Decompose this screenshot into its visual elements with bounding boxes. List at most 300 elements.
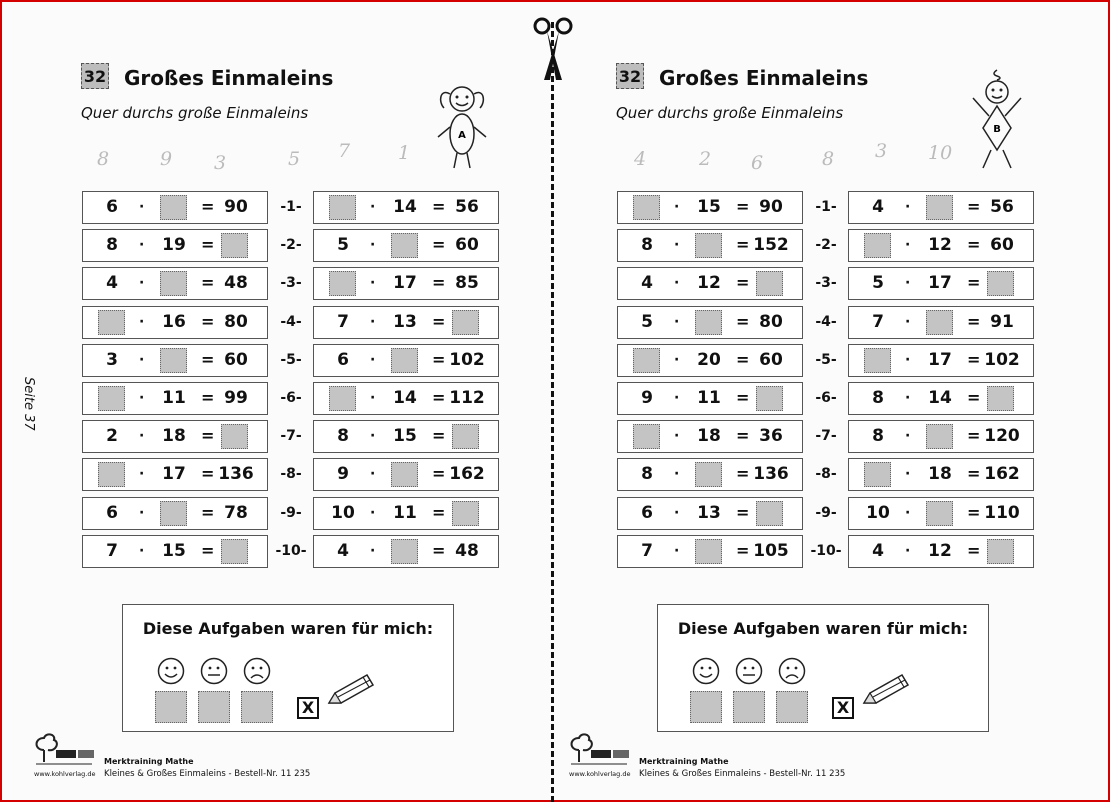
equals-sign: = <box>432 388 446 407</box>
equation-row <box>848 306 1034 339</box>
equals-sign: = <box>201 311 215 331</box>
times-sign: · <box>370 313 376 330</box>
product: 136 <box>218 464 254 485</box>
product: 48 <box>455 540 479 561</box>
answer-box[interactable] <box>756 386 783 411</box>
equation-row <box>617 420 803 453</box>
self-assessment-box <box>122 604 454 732</box>
neutral-icon <box>200 657 228 685</box>
page-subtitle: Quer durchs große Einmaleins <box>81 104 309 122</box>
answer-box[interactable] <box>633 424 660 449</box>
times-sign: · <box>905 351 911 368</box>
answer-box[interactable] <box>695 539 722 564</box>
equals-sign: = <box>736 235 750 255</box>
equals-sign: = <box>432 197 446 216</box>
answer-box[interactable] <box>160 195 187 220</box>
times-sign: · <box>905 428 911 445</box>
publisher-url: www.kohlverlag.de <box>34 770 96 778</box>
smile-icon <box>692 657 720 685</box>
equation-row <box>82 535 268 568</box>
equation-row <box>848 382 1034 415</box>
times-sign: · <box>674 428 680 445</box>
answer-box[interactable] <box>864 233 891 258</box>
girl-figure-icon <box>432 82 490 172</box>
equals-sign: = <box>432 273 446 293</box>
operand-a: 4 <box>337 540 349 561</box>
page-title: Großes Einmaleins <box>124 66 334 90</box>
operand-b: 12 <box>928 235 952 256</box>
smile-icon <box>157 657 185 685</box>
operand-b: 17 <box>393 273 417 294</box>
exercise-number-badge: 32 <box>81 63 109 89</box>
answer-box[interactable] <box>391 233 418 258</box>
product: 80 <box>759 311 783 332</box>
product: 105 <box>753 540 789 561</box>
operand-a: 2 <box>106 426 118 447</box>
times-sign: · <box>905 390 911 406</box>
operand-b: 14 <box>393 197 417 217</box>
equals-sign: = <box>432 540 446 560</box>
answer-box[interactable] <box>633 348 660 373</box>
answer-box[interactable] <box>987 386 1014 411</box>
equation-row <box>313 229 499 262</box>
product: 99 <box>224 388 248 408</box>
operand-b: 11 <box>393 502 417 523</box>
answer-box[interactable] <box>926 501 953 526</box>
equation-row <box>617 382 803 415</box>
product: 48 <box>224 273 248 294</box>
product: 162 <box>449 464 485 485</box>
row-number: -6- <box>280 390 302 406</box>
figure-letter: A <box>458 130 466 141</box>
answer-box[interactable] <box>329 195 356 220</box>
answer-box[interactable] <box>391 462 418 487</box>
faded-digit: 2 <box>699 148 712 170</box>
faded-digit: 3 <box>875 140 888 162</box>
equals-sign: = <box>736 502 750 522</box>
product: 60 <box>990 235 1014 256</box>
operand-a: 5 <box>641 311 653 332</box>
row-number: -2- <box>815 237 837 254</box>
operand-a: 7 <box>106 540 118 561</box>
product: 152 <box>753 235 789 256</box>
times-sign: · <box>905 313 911 330</box>
product: 120 <box>984 426 1020 447</box>
equals-sign: = <box>967 426 981 446</box>
worksheet-page-a <box>2 2 542 800</box>
footer-series: Merktraining Mathe <box>639 757 729 766</box>
product: 60 <box>455 235 479 256</box>
times-sign: · <box>370 351 376 368</box>
operand-a: 8 <box>641 464 653 485</box>
times-sign: · <box>139 351 145 368</box>
product: 85 <box>455 273 479 294</box>
operand-a: 3 <box>106 349 118 370</box>
operand-a: 6 <box>337 349 349 370</box>
operand-a: 7 <box>337 311 349 332</box>
operand-a: 10 <box>331 502 355 523</box>
operand-b: 19 <box>162 235 186 256</box>
equation-row <box>848 420 1034 453</box>
faded-digit: 9 <box>160 148 173 170</box>
answer-box[interactable] <box>98 310 125 335</box>
equation-row <box>617 267 803 300</box>
operand-b: 18 <box>697 426 721 447</box>
footer-series: Merktraining Mathe <box>104 757 194 766</box>
equals-sign: = <box>736 197 750 216</box>
answer-box[interactable] <box>695 233 722 258</box>
page-subtitle: Quer durchs große Einmaleins <box>616 104 844 122</box>
equals-sign: = <box>201 388 215 407</box>
product: 102 <box>984 349 1020 370</box>
times-sign: · <box>674 199 680 215</box>
worksheet-page-b <box>537 2 1077 800</box>
equation-row <box>848 229 1034 262</box>
times-sign: · <box>674 542 680 559</box>
equation-row <box>313 497 499 530</box>
row-number: -1- <box>815 199 837 215</box>
tree-logo-icon <box>567 732 633 774</box>
answer-box[interactable] <box>221 539 248 564</box>
equals-sign: = <box>201 502 215 522</box>
operand-a: 4 <box>872 540 884 561</box>
rating-box-bad[interactable] <box>776 691 808 723</box>
operand-b: 15 <box>162 540 186 561</box>
equation-row <box>82 420 268 453</box>
faded-digit: 8 <box>822 148 835 170</box>
equation-row <box>313 306 499 339</box>
answer-box[interactable] <box>987 271 1014 296</box>
row-number: -7- <box>280 428 302 445</box>
answer-box[interactable] <box>756 501 783 526</box>
equation-row <box>617 497 803 530</box>
footer-order-info: Kleines & Großes Einmaleins - Bestell-Nr. 11 235 <box>639 769 846 779</box>
operand-b: 14 <box>928 388 952 408</box>
rating-box-bad[interactable] <box>241 691 273 723</box>
times-sign: · <box>370 275 376 292</box>
row-number: -9- <box>815 504 837 521</box>
equation-row <box>848 344 1034 377</box>
times-sign: · <box>674 275 680 292</box>
answer-box[interactable] <box>221 233 248 258</box>
times-sign: · <box>139 504 145 521</box>
times-sign: · <box>905 199 911 215</box>
equation-row <box>82 191 268 224</box>
operand-b: 11 <box>697 388 721 408</box>
rating-box-good[interactable] <box>690 691 722 723</box>
equals-sign: = <box>201 235 215 255</box>
times-sign: · <box>674 390 680 406</box>
operand-a: 8 <box>872 426 884 447</box>
equals-sign: = <box>967 235 981 255</box>
times-sign: · <box>370 466 376 483</box>
operand-b: 15 <box>697 197 721 217</box>
times-sign: · <box>905 542 911 559</box>
times-sign: · <box>370 237 376 254</box>
equation-row <box>617 191 803 224</box>
times-sign: · <box>139 237 145 254</box>
equation-row <box>313 382 499 415</box>
answer-box[interactable] <box>98 462 125 487</box>
equation-row <box>848 267 1034 300</box>
equals-sign: = <box>432 464 446 484</box>
answer-box[interactable] <box>864 348 891 373</box>
operand-b: 16 <box>162 311 186 332</box>
product: 56 <box>990 197 1014 217</box>
checkbox-example-icon: X <box>297 697 319 719</box>
operand-a: 8 <box>641 235 653 256</box>
rating-box-good[interactable] <box>155 691 187 723</box>
row-number: -9- <box>280 504 302 521</box>
equals-sign: = <box>967 197 981 216</box>
faded-digit: 4 <box>634 148 647 170</box>
operand-a: 7 <box>641 540 653 561</box>
equation-row <box>617 229 803 262</box>
equation-row <box>617 344 803 377</box>
equals-sign: = <box>201 349 215 369</box>
operand-b: 12 <box>697 273 721 294</box>
frown-icon <box>243 657 271 685</box>
operand-b: 13 <box>697 502 721 523</box>
product: 90 <box>224 197 248 217</box>
equals-sign: = <box>201 426 215 446</box>
rating-box-ok[interactable] <box>198 691 230 723</box>
times-sign: · <box>370 390 376 406</box>
answer-box[interactable] <box>452 501 479 526</box>
faded-digit: 5 <box>288 148 301 170</box>
equation-row <box>848 497 1034 530</box>
product: 90 <box>759 197 783 217</box>
equals-sign: = <box>736 464 750 484</box>
product: 56 <box>455 197 479 217</box>
equation-row <box>848 458 1034 491</box>
operand-a: 4 <box>872 197 884 217</box>
equals-sign: = <box>736 273 750 293</box>
answer-box[interactable] <box>221 424 248 449</box>
equals-sign: = <box>201 540 215 560</box>
equals-sign: = <box>736 426 750 446</box>
equals-sign: = <box>967 464 981 484</box>
times-sign: · <box>370 428 376 445</box>
answer-box[interactable] <box>452 310 479 335</box>
times-sign: · <box>905 275 911 292</box>
answer-box[interactable] <box>926 424 953 449</box>
publisher-url: www.kohlverlag.de <box>569 770 631 778</box>
times-sign: · <box>674 351 680 368</box>
page-title: Großes Einmaleins <box>659 66 869 90</box>
operand-a: 8 <box>106 235 118 256</box>
operand-a: 8 <box>337 426 349 447</box>
product: 60 <box>224 349 248 370</box>
equals-sign: = <box>736 540 750 560</box>
answer-box[interactable] <box>160 271 187 296</box>
times-sign: · <box>370 199 376 215</box>
operand-a: 4 <box>106 273 118 294</box>
operand-b: 18 <box>162 426 186 447</box>
times-sign: · <box>674 237 680 254</box>
equals-sign: = <box>432 349 446 369</box>
row-number: -5- <box>815 351 837 368</box>
equals-sign: = <box>432 235 446 255</box>
pencil-icon <box>323 671 379 709</box>
times-sign: · <box>674 504 680 521</box>
row-number: -10- <box>275 542 307 559</box>
equation-row <box>313 535 499 568</box>
operand-b: 18 <box>928 464 952 485</box>
equals-sign: = <box>967 502 981 522</box>
operand-a: 4 <box>641 273 653 294</box>
row-number: -8- <box>280 466 302 483</box>
equation-row <box>82 382 268 415</box>
product: 102 <box>449 349 485 370</box>
pencil-icon <box>858 671 914 709</box>
equation-row <box>313 191 499 224</box>
equals-sign: = <box>201 273 215 293</box>
faded-digit: 7 <box>338 140 351 162</box>
operand-a: 6 <box>106 197 118 217</box>
product: 80 <box>224 311 248 332</box>
equation-row <box>313 344 499 377</box>
faded-digit: 1 <box>398 142 411 164</box>
answer-box[interactable] <box>329 271 356 296</box>
times-sign: · <box>139 542 145 559</box>
row-number: -8- <box>815 466 837 483</box>
operand-a: 6 <box>641 502 653 523</box>
answer-box[interactable] <box>160 501 187 526</box>
neutral-icon <box>735 657 763 685</box>
equals-sign: = <box>736 311 750 331</box>
product: 136 <box>753 464 789 485</box>
tree-logo-icon <box>32 732 98 774</box>
equals-sign: = <box>967 273 981 293</box>
equation-row <box>313 458 499 491</box>
answer-box[interactable] <box>329 386 356 411</box>
operand-a: 7 <box>872 311 884 332</box>
equation-row <box>82 229 268 262</box>
answer-box[interactable] <box>695 462 722 487</box>
rating-box-ok[interactable] <box>733 691 765 723</box>
times-sign: · <box>370 504 376 521</box>
operand-b: 17 <box>928 273 952 294</box>
equation-row <box>617 306 803 339</box>
product: 110 <box>984 502 1020 523</box>
boy-figure-icon <box>967 68 1027 172</box>
row-number: -6- <box>815 390 837 406</box>
product: 78 <box>224 502 248 523</box>
answer-box[interactable] <box>98 386 125 411</box>
feedback-title: Diese Aufgaben waren für mich: <box>677 619 969 638</box>
row-number: -4- <box>815 313 837 330</box>
times-sign: · <box>674 313 680 330</box>
product: 36 <box>759 426 783 447</box>
operand-b: 11 <box>162 388 186 408</box>
operand-a: 5 <box>872 273 884 294</box>
operand-b: 12 <box>928 540 952 561</box>
times-sign: · <box>905 237 911 254</box>
operand-a: 9 <box>337 464 349 485</box>
answer-box[interactable] <box>391 348 418 373</box>
equals-sign: = <box>432 311 446 331</box>
operand-b: 13 <box>393 311 417 332</box>
equation-row <box>82 458 268 491</box>
times-sign: · <box>139 466 145 483</box>
equals-sign: = <box>736 349 750 369</box>
equation-row <box>82 344 268 377</box>
feedback-title: Diese Aufgaben waren für mich: <box>142 619 434 638</box>
answer-box[interactable] <box>391 539 418 564</box>
operand-b: 15 <box>393 426 417 447</box>
row-number: -7- <box>815 428 837 445</box>
figure-letter: B <box>993 124 1001 135</box>
faded-digit: 10 <box>928 142 953 164</box>
equation-row <box>313 267 499 300</box>
exercise-number-badge: 32 <box>616 63 644 89</box>
times-sign: · <box>139 275 145 292</box>
equation-row <box>82 267 268 300</box>
answer-box[interactable] <box>452 424 479 449</box>
faded-digit: 3 <box>214 152 227 174</box>
operand-a: 9 <box>641 388 653 408</box>
answer-box[interactable] <box>695 310 722 335</box>
equation-row <box>82 497 268 530</box>
answer-box[interactable] <box>926 310 953 335</box>
answer-box[interactable] <box>160 348 187 373</box>
row-number: -4- <box>280 313 302 330</box>
row-number: -3- <box>280 275 302 292</box>
row-number: -10- <box>810 542 842 559</box>
operand-a: 8 <box>872 388 884 408</box>
faded-digit: 8 <box>97 148 110 170</box>
operand-b: 17 <box>162 464 186 485</box>
self-assessment-box <box>657 604 989 732</box>
answer-box[interactable] <box>987 539 1014 564</box>
equation-row <box>617 535 803 568</box>
answer-box[interactable] <box>633 195 660 220</box>
equation-row <box>82 306 268 339</box>
product: 112 <box>449 388 485 408</box>
footer-order-info: Kleines & Großes Einmaleins - Bestell-Nr. 11 235 <box>104 769 311 779</box>
times-sign: · <box>139 199 145 215</box>
answer-box[interactable] <box>864 462 891 487</box>
operand-a: 10 <box>866 502 890 523</box>
operand-b: 14 <box>393 388 417 408</box>
equals-sign: = <box>967 311 981 331</box>
times-sign: · <box>139 428 145 445</box>
times-sign: · <box>139 313 145 330</box>
times-sign: · <box>370 542 376 559</box>
answer-box[interactable] <box>926 195 953 220</box>
product: 60 <box>759 349 783 370</box>
operand-a: 6 <box>106 502 118 523</box>
equation-row <box>617 458 803 491</box>
page-number-label: Seite 37 <box>21 377 36 431</box>
frown-icon <box>778 657 806 685</box>
row-number: -5- <box>280 351 302 368</box>
equation-row <box>848 191 1034 224</box>
equals-sign: = <box>967 388 981 407</box>
equals-sign: = <box>967 349 981 369</box>
answer-box[interactable] <box>756 271 783 296</box>
faded-digit: 6 <box>751 152 764 174</box>
row-number: -2- <box>280 237 302 254</box>
equals-sign: = <box>432 426 446 446</box>
equals-sign: = <box>967 540 981 560</box>
equation-row <box>313 420 499 453</box>
equals-sign: = <box>201 197 215 216</box>
equation-row <box>848 535 1034 568</box>
checkbox-example-icon: X <box>832 697 854 719</box>
row-number: -3- <box>815 275 837 292</box>
